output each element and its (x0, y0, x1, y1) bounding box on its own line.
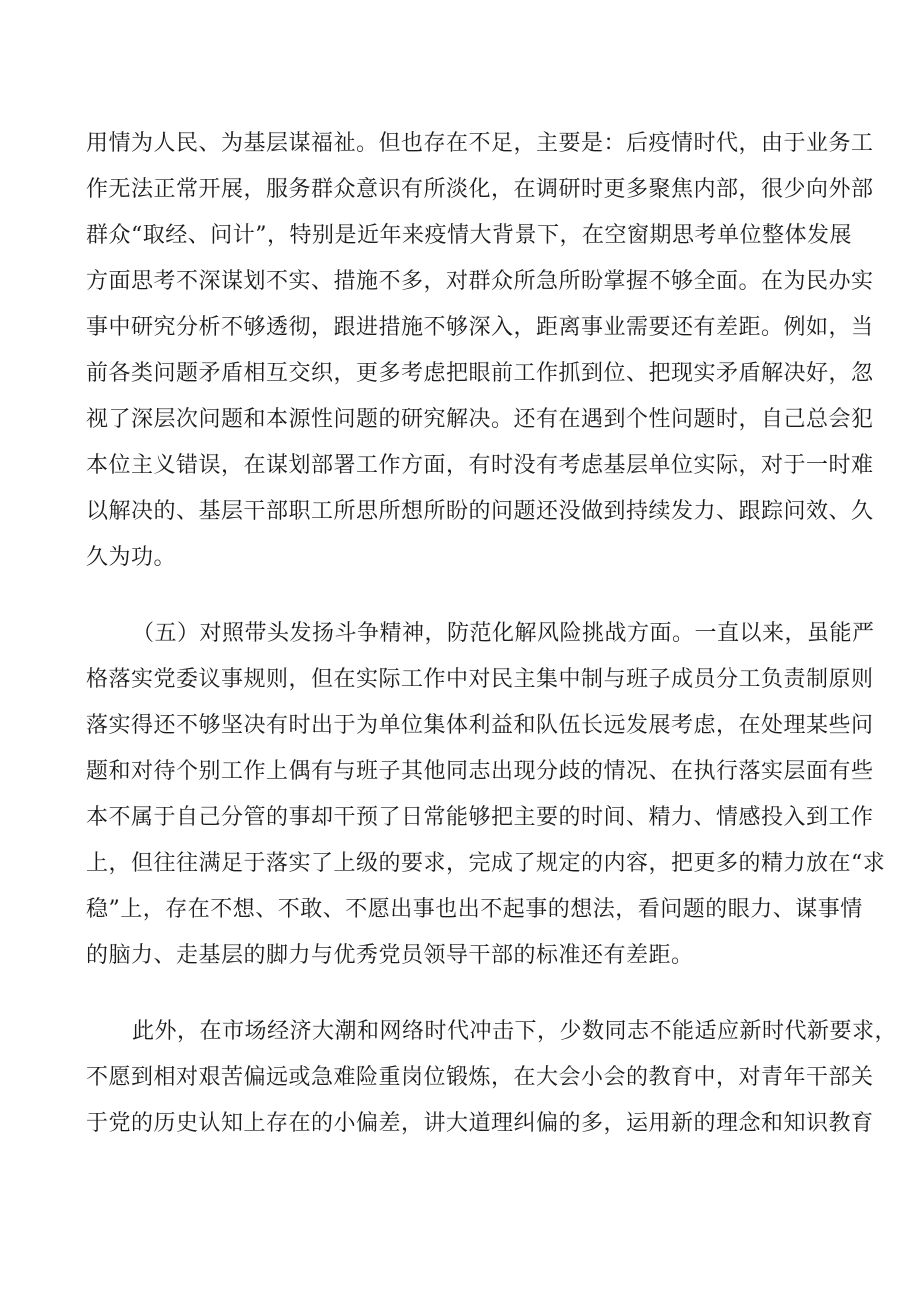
paragraph-line: 落实得还不够坚决有时出于为单位集体利益和队伍长远发展考虑，在处理某些问 (86, 713, 874, 738)
paragraph-line: 群众“取经、问计”，特别是近年来疫情大背景下，在空窗期思考单位整体发展 (86, 223, 852, 248)
paragraph-line: 作无法正常开展，服务群众意识有所淡化，在调研时更多聚焦内部，很少向外部 (86, 177, 874, 202)
paragraph-line: 前各类问题矛盾相互交织，更多考虑把眼前工作抓到位、把现实矛盾解决好，忽 (86, 361, 874, 386)
paragraph-line: 于党的历史认知上存在的小偏差，讲大道理纠偏的多，运用新的理念和知识教育 (86, 1111, 874, 1136)
paragraph-line: 不愿到相对艰苦偏远或急难险重岗位锻炼，在大会小会的教育中，对青年干部关 (86, 1065, 874, 1090)
paragraph-line: 事中研究分析不够透彻，跟进措施不够深入，距离事业需要还有差距。例如，当 (86, 315, 874, 340)
paragraph-line: 方面思考不深谋划不实、措施不多，对群众所急所盼掌握不够全面。在为民办实 (86, 269, 874, 294)
paragraph-line: 视了深层次问题和本源性问题的研究解决。还有在遇到个性问题时，自己总会犯 (86, 407, 874, 432)
paragraph-line: 此外，在市场经济大潮和网络时代冲击下，少数同志不能适应新时代新要求， (132, 1019, 898, 1044)
paragraph-line: 格落实党委议事规则，但在实际工作中对民主集中制与班子成员分工负责制原则 (86, 667, 874, 692)
paragraph-line: 上，但往往满足于落实了上级的要求，完成了规定的内容，把更多的精力放在“求 (86, 851, 886, 876)
paragraph-line: 题和对待个别工作上偶有与班子其他同志出现分歧的情况、在执行落实层面有些 (86, 759, 874, 784)
paragraph-line: （五）对照带头发扬斗争精神，防范化解风险挑战方面。一直以来，虽能严 (132, 621, 875, 646)
paragraph-line: 以解决的、基层干部职工所思所想所盼的问题还没做到持续发力、跟踪问效、久 (86, 499, 874, 524)
paragraph-line: 的脑力、走基层的脚力与优秀党员领导干部的标准还有差距。 (86, 943, 694, 968)
paragraph-line: 本不属于自己分管的事却干预了日常能够把主要的时间、精力、情感投入到工作 (86, 805, 874, 830)
paragraph-line: 久为功。 (86, 545, 177, 570)
paragraph-line: 稳”上，存在不想、不敢、不愿出事也出不起事的想法，看问题的眼力、谋事情 (86, 897, 863, 922)
paragraph-line: 本位主义错误，在谋划部署工作方面，有时没有考虑基层单位实际，对于一时难 (86, 453, 874, 478)
paragraph-line: 用情为人民、为基层谋福祉。但也存在不足，主要是：后疫情时代，由于业务工 (86, 131, 874, 156)
